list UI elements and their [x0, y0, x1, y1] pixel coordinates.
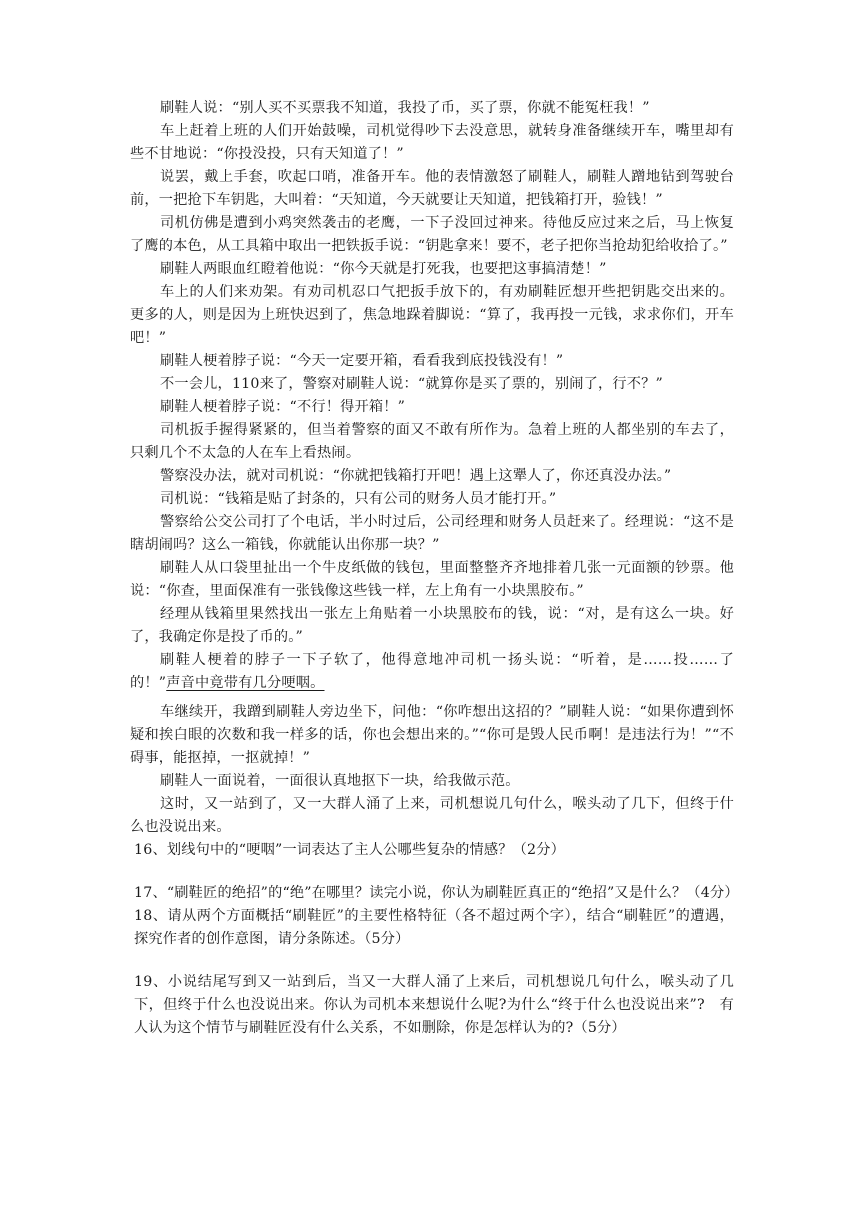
answer-space: [130, 862, 734, 882]
story-paragraph: 司机扳手握得紧紧的，但当着警察的面又不敢有所作为。急着上班的人都坐别的车去了，只剩几个不太急的人在车上看热闹。: [130, 422, 734, 461]
story-paragraph: 车继续开，我蹭到刷鞋人旁边坐下，问他：“你咋想出这招的？”刷鞋人说：“如果你遭到怀疑和挨白眼的次数和我一样多的话，你也会想出来的。”“你可是毁人民币啊！是违法行为！”“不碍事，能抠掉，一抠就掉！”: [130, 704, 734, 766]
story-paragraph: 刷鞋人说：“别人买不买票我不知道，我投了币，买了票，你就不能冤枉我！”: [160, 100, 650, 116]
question-18: 18、请从两个方面概括“刷鞋匠”的主要性格特征（各不超过两个字），结合“刷鞋匠”的遭遇，探究作者的创作意图，请分条陈述。（5分）: [134, 908, 734, 947]
story-paragraph: 司机仿佛是遭到小鸡突然袭击的老鹰，一下子没回过神来。待他反应过来之后，马上恢复了鹰的本色，从工具箱中取出一把铁扳手说：“钥匙拿来！要不，老子把你当抢劫犯给收拾了。”: [130, 215, 734, 254]
story-paragraph: 经理从钱箱里果然找出一张左上角贴着一小块黑胶布的钱，说：“对，是有这么一块。好了，我确定你是投了币的。”: [130, 606, 734, 645]
story-paragraph: 说罢，戴上手套，吹起口哨，准备开车。他的表情激怒了刷鞋人，刷鞋人蹭地钻到驾驶台前，一把抢下车钥匙，大叫着：“天知道，今天就要让天知道，把钱箱打开，验钱！”: [130, 169, 734, 208]
story-paragraph-with-underline: [130, 649, 734, 695]
story-paragraph: 刷鞋人从口袋里扯出一个牛皮纸做的钱包，里面整整齐齐地排着几张一元面额的钞票。他说：“你查，里面保准有一张钱像这些钱一样，左上角有一小块黑胶布。”: [130, 560, 734, 599]
story-body: [130, 97, 734, 839]
story-paragraph: 不一会儿，110来了，警察对刷鞋人说：“就算你是买了票的，别闹了，行不？”: [160, 376, 663, 392]
answer-space: [130, 951, 734, 971]
story-paragraph-text: 刷鞋人梗着的脖子一下子软了，他得意地冲司机一扬头说：“听着，是……投……了的！”: [130, 652, 734, 691]
story-paragraph: 车上的人们来劝架。有劝司机忍口气把扳手放下的，有劝刷鞋匠想开些把钥匙交出来的。更多的人，则是因为上班快迟到了，焦急地跺着脚说：“算了，我再投一元钱，求求你们，开车吧！”: [130, 284, 734, 346]
underlined-sentence: 声音中竟带有几分哽咽。: [166, 675, 325, 691]
story-paragraph: 刷鞋人一面说着，一面很认真地抠下一块，给我做示范。: [160, 773, 520, 789]
question-17: 17、“刷鞋匠的绝招”的“绝”在哪里？读完小说，你认为刷鞋匠真正的“绝招”又是什么？（4分）: [134, 885, 739, 901]
question-16: 16、划线句中的“哽咽”一词表达了主人公哪些复杂的情感？（2分）: [134, 842, 566, 858]
story-paragraph: 刷鞋人梗着脖子说：“今天一定要开箱，看看我到底投钱没有！”: [160, 353, 564, 369]
story-paragraph: 刷鞋人梗着脖子说：“不行！得开箱！”: [160, 399, 406, 415]
story-paragraph: 司机说：“钱箱是贴了封条的，只有公司的财务人员才能打开。”: [160, 491, 557, 507]
story-paragraph: 警察没办法，就对司机说：“你就把钱箱打开吧！遇上这犟人了，你还真没办法。”: [160, 468, 672, 484]
question-19: 19、小说结尾写到又一站到后，当又一大群人涌了上来后，司机想说几句什么，喉头动了几下，但终于什么也没说出来。你认为司机本来想说什么呢?为什么“终于什么也没说出来”? 有人认为这个情节与刷鞋匠没有什么关系，不如删除，你是怎样认为的?（5分）: [134, 974, 734, 1036]
story-paragraph: 警察给公交公司打了个电话，半小时过后，公司经理和财务人员赶来了。经理说：“这不是瞎胡闹吗？这么一箱钱，你就能认出你那一块？”: [130, 514, 734, 553]
story-paragraph: 这时，又一站到了，又一大群人涌了上来，司机想说几句什么，喉头动了几下，但终于什么也没说出来。: [130, 796, 734, 835]
story-paragraph: 刷鞋人两眼血红瞪着他说：“你今天就是打死我，也要把这事搞清楚！”: [160, 261, 607, 277]
questions-section: [130, 839, 739, 1040]
story-paragraph: 车上赶着上班的人们开始鼓噪，司机觉得吵下去没意思，就转身准备继续开车，嘴里却有些不甘地说：“你投没投，只有天知道了！”: [130, 123, 734, 162]
